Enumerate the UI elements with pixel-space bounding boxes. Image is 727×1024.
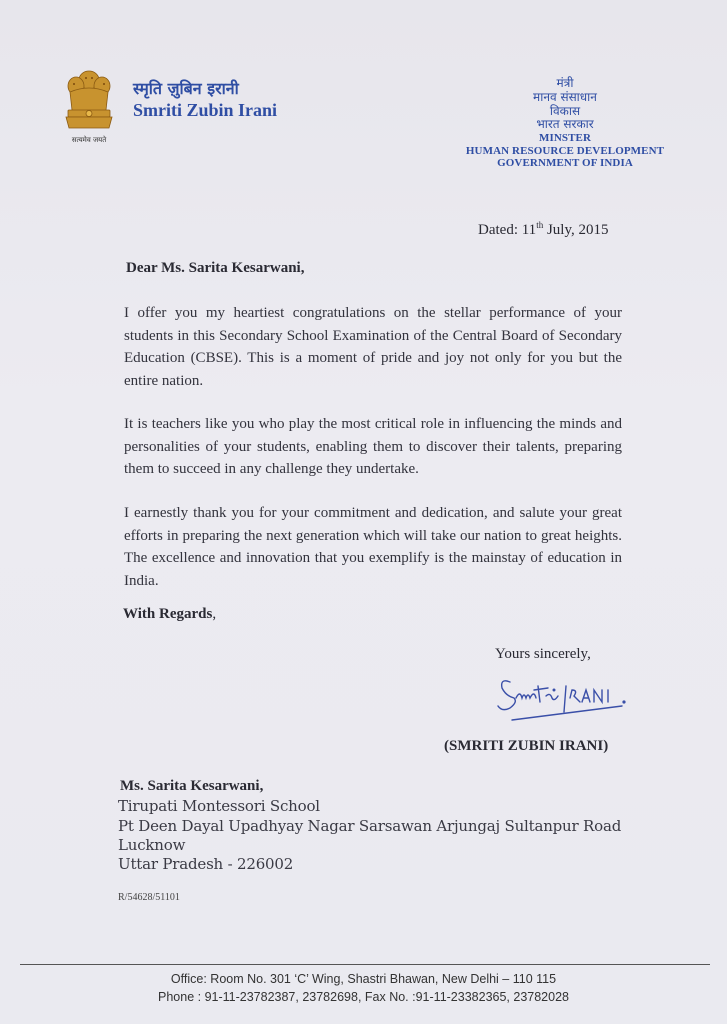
footer-divider bbox=[20, 964, 710, 965]
title-hindi-line: विकास bbox=[549, 103, 581, 118]
name-hindi: स्मृति ज़ुबिन इरानी bbox=[133, 79, 239, 98]
designation-block bbox=[440, 77, 690, 170]
title-english-line: HUMAN RESOURCE DEVELOPMENT bbox=[465, 144, 665, 157]
salutation: Dear Ms. Sarita Kesarwani, bbox=[126, 260, 305, 276]
title-hindi-line: मानव संसाधान bbox=[533, 89, 597, 104]
date-suffix: July, 2015 bbox=[543, 222, 609, 238]
recipient-address-line: Tirupati Montessori School bbox=[118, 797, 320, 815]
closing: Yours sincerely, bbox=[495, 646, 591, 662]
title-hindi-line: भारत सरकार bbox=[536, 117, 594, 132]
footer-office: Office: Room No. 301 ‘C’ Wing, Shastri Bhawan, New Delhi – 110 115 bbox=[170, 972, 557, 986]
name-english: Smriti Zubin Irani bbox=[133, 100, 278, 120]
regards-comma: , bbox=[212, 606, 217, 622]
body-paragraph: It is teachers like you who play the most critical role in influencing the minds and personalities of your students, enabling them to discover their talents, preparing them to succeed in any challenge they undertake. bbox=[124, 416, 622, 477]
letter-date bbox=[478, 220, 608, 239]
title-hindi-line: मंत्री bbox=[556, 76, 574, 90]
recipient-address-line: Lucknow bbox=[118, 836, 186, 854]
recipient-address-line: Uttar Pradesh - 226002 bbox=[118, 855, 294, 873]
body-paragraph: I offer you my heartiest congratulations on the stellar performance of your students in this Secondary School Examination of the Central Board of Secondary Education (CBSE). This is a moment of pride and joy not only for you but the entire nation. bbox=[124, 305, 622, 389]
regards-line bbox=[123, 606, 216, 623]
recipient-address-line: Pt Deen Dayal Upadhyay Nagar Sarsawan Arjungaj Sultanpur Road bbox=[118, 817, 622, 835]
reference-number: R/54628/51101 bbox=[118, 892, 180, 903]
regards-text: With Regards bbox=[123, 606, 213, 622]
recipient-name: Ms. Sarita Kesarwani, bbox=[120, 778, 264, 794]
date-prefix: Dated: 11 bbox=[478, 222, 537, 238]
title-english-line: MINSTER bbox=[538, 132, 592, 145]
handwritten-signature bbox=[488, 668, 628, 730]
footer-phone: Phone : 91-11-23782387, 23782698, Fax No. :91-11-23382365, 23782028 bbox=[158, 990, 569, 1004]
state-emblem bbox=[58, 66, 120, 150]
emblem-motto: सत्यमेव जयते bbox=[71, 136, 107, 144]
lion-capital-icon bbox=[58, 66, 120, 136]
signature-icon bbox=[488, 668, 628, 730]
body-paragraph: I earnestly thank you for your commitment and dedication, and salute your great efforts in preparing the next generation which will take our nation to great heights. The excellence and innovation that you exemplify is the mainstay of education in India. bbox=[124, 505, 622, 589]
signer-name: (SMRITI ZUBIN IRANI) bbox=[444, 738, 609, 754]
title-english-line: GOVERNMENT OF INDIA bbox=[497, 157, 633, 170]
date-ordinal: th bbox=[536, 220, 544, 230]
